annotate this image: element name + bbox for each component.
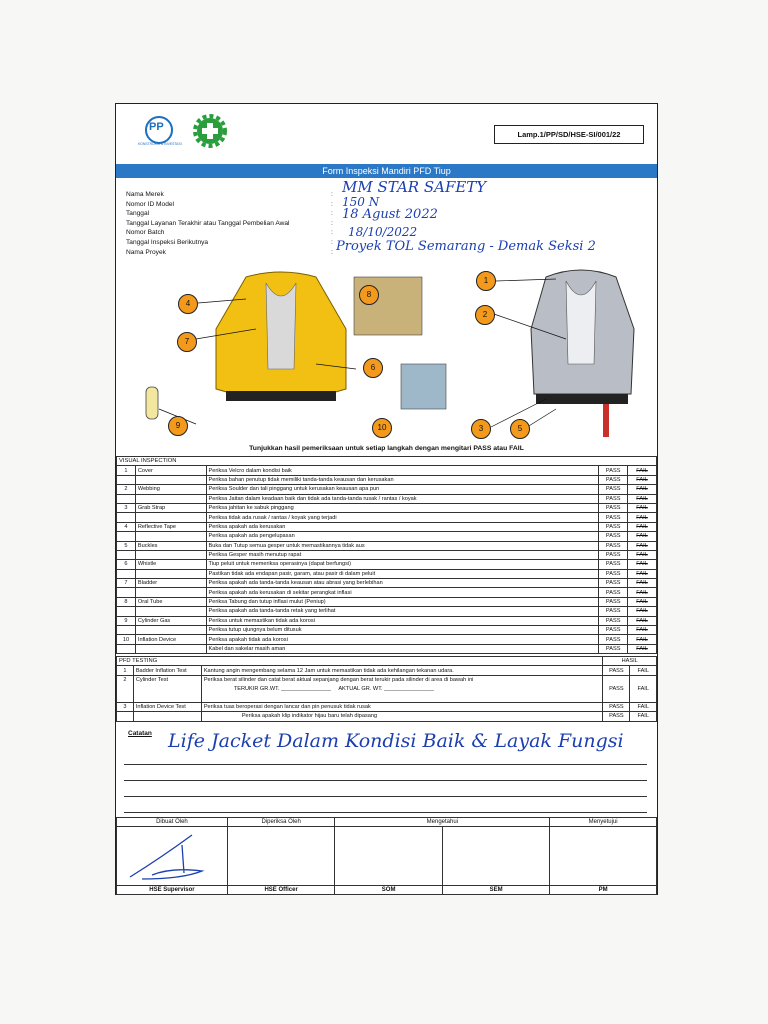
form-title: Form Inspeksi Mandiri PFD Tiup (116, 164, 657, 178)
meta-label: Nama Proyek (126, 248, 166, 256)
row-number (117, 607, 136, 616)
row-item: Grab Strap (135, 503, 206, 512)
table-row (117, 607, 657, 616)
pp-logo (141, 113, 181, 155)
pass-option[interactable]: PASS (599, 569, 628, 578)
pass-option[interactable]: PASS (599, 541, 628, 550)
row-item: Cover (135, 466, 206, 475)
row-number (117, 550, 136, 559)
table-header (117, 457, 657, 466)
pass-option[interactable]: PASS (599, 597, 628, 606)
row-item (135, 626, 206, 635)
pass-option[interactable]: PASS (603, 675, 630, 702)
row-item (135, 607, 206, 616)
row-check: Periksa apakah ada kerusakan di sekitar perangkat inflasi (206, 588, 599, 597)
table-row (117, 635, 657, 644)
row-item (135, 644, 206, 653)
table-row (117, 532, 657, 541)
row-check: Periksa bahan penutup tidak memiliki tanda-tanda keausan dan kerusakan (206, 475, 599, 484)
role-label: SEM (442, 886, 549, 895)
fail-option[interactable]: FAIL (628, 579, 657, 588)
pass-option[interactable]: PASS (599, 626, 628, 635)
pass-option[interactable]: PASS (599, 503, 628, 512)
signature-table (116, 817, 657, 895)
row-check: Periksa apakah ada pengelupasan (206, 532, 599, 541)
signature-box (227, 827, 335, 886)
row-number: 4 (117, 522, 136, 531)
meta-label: Nomor ID Model (126, 200, 175, 208)
callout-4: 4 (178, 294, 198, 314)
table-row (117, 485, 657, 494)
callout-10: 10 (372, 418, 392, 438)
callout-8: 8 (359, 285, 379, 305)
fail-option[interactable]: FAIL (628, 513, 657, 522)
fail-option[interactable]: FAIL (628, 588, 657, 597)
pass-option[interactable]: PASS (599, 494, 628, 503)
row-number: 5 (117, 541, 136, 550)
row-number (117, 532, 136, 541)
meta-label: Nomor Batch (126, 229, 165, 237)
fail-option[interactable]: FAIL (628, 466, 657, 475)
row-item (135, 475, 206, 484)
row-number (117, 513, 136, 522)
row-number: 10 (117, 635, 136, 644)
approved-by-header: Menyetujui (550, 818, 657, 827)
row-number: 7 (117, 579, 136, 588)
table-row (117, 522, 657, 531)
pass-option[interactable]: PASS (599, 485, 628, 494)
project-name-value: Proyek TOL Semarang - Demak Seksi 2 (336, 239, 596, 254)
table-row (117, 597, 657, 606)
meta-label: Tanggal Layanan Terakhir atau Tanggal Pembelian Awal (126, 219, 290, 227)
pass-option[interactable]: PASS (603, 712, 630, 721)
fail-option[interactable]: FAIL (628, 550, 657, 559)
callout-5: 5 (510, 419, 530, 439)
fail-option[interactable]: FAIL (630, 675, 657, 702)
row-number (117, 475, 136, 484)
pass-option[interactable]: PASS (599, 579, 628, 588)
table-row (117, 475, 657, 484)
row-check: Periksa Velcro dalam kondisi baik (206, 466, 599, 475)
fail-option[interactable]: FAIL (628, 560, 657, 569)
pfd-testing-title: PFD TESTING (117, 657, 603, 666)
checked-by-header: Diperiksa Oleh (227, 818, 335, 827)
row-check: Periksa apakah ada tanda-tanda retak yang terlihat (206, 607, 599, 616)
row-check: Pastikan tidak ada endapan pasir, garam, atau pasir di dalam peluit (206, 569, 599, 578)
row-check: Tiup peluit untuk memeriksa operasinya (dapat berfungsi) (206, 560, 599, 569)
pass-option[interactable]: PASS (599, 532, 628, 541)
fail-option[interactable]: FAIL (630, 666, 657, 675)
table-row (117, 588, 657, 597)
table-row (117, 513, 657, 522)
fail-option[interactable]: FAIL (628, 616, 657, 625)
meta-label: Tanggal (126, 210, 150, 218)
table-row (117, 579, 657, 588)
row-number (117, 626, 136, 635)
row-check: Periksa Tabung dan tutup inflasi mulut (Peniup) (206, 597, 599, 606)
table-row (117, 616, 657, 625)
notes-text: Life Jacket Dalam Kondisi Baik & Layak Fungsi (168, 730, 624, 752)
pass-option[interactable]: PASS (599, 560, 628, 569)
row-item (135, 532, 206, 541)
table-row (117, 569, 657, 578)
row-number (117, 644, 136, 653)
table-row (117, 541, 657, 550)
pfd-illustration (116, 269, 657, 444)
row-check: Kabel dan sakelar masih aman (206, 644, 599, 653)
callout-6: 6 (363, 358, 383, 378)
row-check: Periksa tutup ujungnya belum ditusuk (206, 626, 599, 635)
callout-9: 9 (168, 416, 188, 436)
row-number (117, 494, 136, 503)
fail-option[interactable]: FAIL (628, 597, 657, 606)
row-item: Oral Tube (135, 597, 206, 606)
row-number (117, 569, 136, 578)
pass-option[interactable]: PASS (599, 635, 628, 644)
pass-option[interactable]: PASS (599, 550, 628, 559)
row-check: Periksa jahitan ke sabuk pinggang (206, 503, 599, 512)
row-check: Periksa apakah ada kerusakan (206, 522, 599, 531)
fail-option[interactable]: FAIL (628, 541, 657, 550)
fail-option[interactable]: FAIL (628, 475, 657, 484)
table-row: 1 Badder Inflation Test Kantung angin mengembang selama 12 Jam untuk memastikan tidak ada kehilangan tekanan udara. PASS FAIL (117, 666, 657, 675)
role-label: HSE Supervisor (117, 886, 228, 895)
acknowledged-by-header: Mengetahui (335, 818, 550, 827)
meta-label: Tanggal Inspeksi Berikutnya (126, 238, 209, 246)
table-row (117, 503, 657, 512)
row-number (117, 588, 136, 597)
pass-option[interactable]: PASS (603, 666, 630, 675)
row-item: Cylinder Gas (135, 616, 206, 625)
safety-cross-gear-icon (193, 114, 227, 148)
fail-option[interactable]: FAIL (628, 485, 657, 494)
role-label: HSE Officer (227, 886, 335, 895)
fail-option[interactable]: FAIL (628, 626, 657, 635)
row-number: 8 (117, 597, 136, 606)
pp-logo-caption: KONSTRUKSI & INVESTASI (138, 142, 182, 146)
fail-option[interactable]: FAIL (630, 712, 657, 721)
fail-option[interactable]: FAIL (630, 702, 657, 711)
table-row (117, 626, 657, 635)
row-check: Periksa apakah ada tanda-tanda keausan atau abrasi yang berlebihan (206, 579, 599, 588)
fail-option[interactable]: FAIL (628, 644, 657, 653)
signature-box (550, 827, 657, 886)
pfd-testing-table (116, 656, 657, 722)
pass-option[interactable]: PASS (603, 702, 630, 711)
model-id-value: 150 N (342, 195, 380, 209)
callout-1: 1 (476, 271, 496, 291)
table-row: 2 Cylinder Test Periksa berat silinder dan catat berat aktual sepanjang dengan berat terukir pada silinder di area di bawah ini TERUKIR GR.WT. ________________ AKTUAL GR. WT. ________________ PASS FAIL (117, 675, 657, 702)
visual-inspection-title: VISUAL INSPECTION (117, 457, 657, 466)
fail-option[interactable]: FAIL (628, 569, 657, 578)
row-number: 9 (117, 616, 136, 625)
made-by-header: Dibuat Oleh (117, 818, 228, 827)
signature-box (442, 827, 549, 886)
table-row: Periksa apakah klip indikator hijau baru telah dipasang PASS FAIL (117, 712, 657, 721)
table-row (117, 560, 657, 569)
handwritten-signature (122, 827, 222, 883)
row-check: Periksa Jaitan dalam keadaan baik dan tidak ada tanda-tanda rusak / rantas / koyak (206, 494, 599, 503)
row-check: Periksa apakah tidak ada korosi (206, 635, 599, 644)
meta-label: Nama Merek (126, 191, 164, 198)
result-header: HASIL (603, 657, 657, 666)
row-item (135, 569, 206, 578)
row-item: Inflation Device (135, 635, 206, 644)
callout-7: 7 (177, 332, 197, 352)
role-label: SOM (335, 886, 442, 895)
row-item (135, 588, 206, 597)
fail-option[interactable]: FAIL (628, 635, 657, 644)
brand-value: MM STAR SAFETY (342, 178, 487, 196)
row-number: 3 (117, 503, 136, 512)
row-item: Buckles (135, 541, 206, 550)
table-row (117, 494, 657, 503)
role-label: PM (550, 886, 657, 895)
pp-logo-text: PP (149, 121, 164, 133)
row-item: Reflective Tape (135, 522, 206, 531)
signature-box (117, 827, 228, 886)
fail-option[interactable]: FAIL (628, 532, 657, 541)
row-check: Periksa Gesper masih menutup rapat (206, 550, 599, 559)
pass-option[interactable]: PASS (599, 607, 628, 616)
pass-option[interactable]: PASS (599, 513, 628, 522)
row-check: Periksa Soulder dan tali pinggang untuk kerusakan keausan apa pun (206, 485, 599, 494)
pass-option[interactable]: PASS (599, 522, 628, 531)
fail-option[interactable]: FAIL (628, 503, 657, 512)
row-item: Bladder (135, 579, 206, 588)
pass-option[interactable]: PASS (599, 616, 628, 625)
meta-labels (126, 190, 290, 257)
meta-colons: : : : : : : : (331, 191, 333, 256)
pass-option[interactable]: PASS (599, 475, 628, 484)
row-check: Periksa tidak ada rusak / rantas / koyak yang terjadi (206, 513, 599, 522)
date-value: 18 Agust 2022 (342, 207, 438, 222)
table-row (117, 466, 657, 475)
fail-option[interactable]: FAIL (628, 607, 657, 616)
row-item (135, 550, 206, 559)
document-number: Lamp.1/PP/SD/HSE-SI/001/22 (494, 125, 644, 144)
pass-option[interactable]: PASS (599, 644, 628, 653)
row-check: Buka dan Tutup semua gesper untuk memastikannya tidak aus (206, 541, 599, 550)
table-row: 3 Inflation Device Test Periksa tuas beroperasi dengan lancar dan pin penusuk tidak rusak PASS FAIL (117, 702, 657, 711)
table-row (117, 644, 657, 653)
row-item: Webbing (135, 485, 206, 494)
next-inspection-value: 18/10/2022 (348, 225, 418, 239)
callout-3: 3 (471, 419, 491, 439)
row-item (135, 494, 206, 503)
row-number: 6 (117, 560, 136, 569)
row-check: Periksa untuk memastikan tidak ada korosi (206, 616, 599, 625)
row-number: 1 (117, 466, 136, 475)
table-row (117, 550, 657, 559)
signature-box (335, 827, 442, 886)
row-item: Whistle (135, 560, 206, 569)
row-number: 2 (117, 485, 136, 494)
visual-inspection-table (116, 456, 657, 654)
pass-option[interactable]: PASS (599, 588, 628, 597)
instruction-text: Tunjukkan hasil pemeriksaan untuk setiap langkah dengan mengitari PASS atau FAIL (249, 445, 524, 452)
fail-option[interactable]: FAIL (628, 522, 657, 531)
notes-label: Catatan (128, 730, 152, 737)
fail-option[interactable]: FAIL (628, 494, 657, 503)
pass-option[interactable]: PASS (599, 466, 628, 475)
row-item (135, 513, 206, 522)
callout-2: 2 (475, 305, 495, 325)
inspection-form-sheet (115, 103, 658, 895)
